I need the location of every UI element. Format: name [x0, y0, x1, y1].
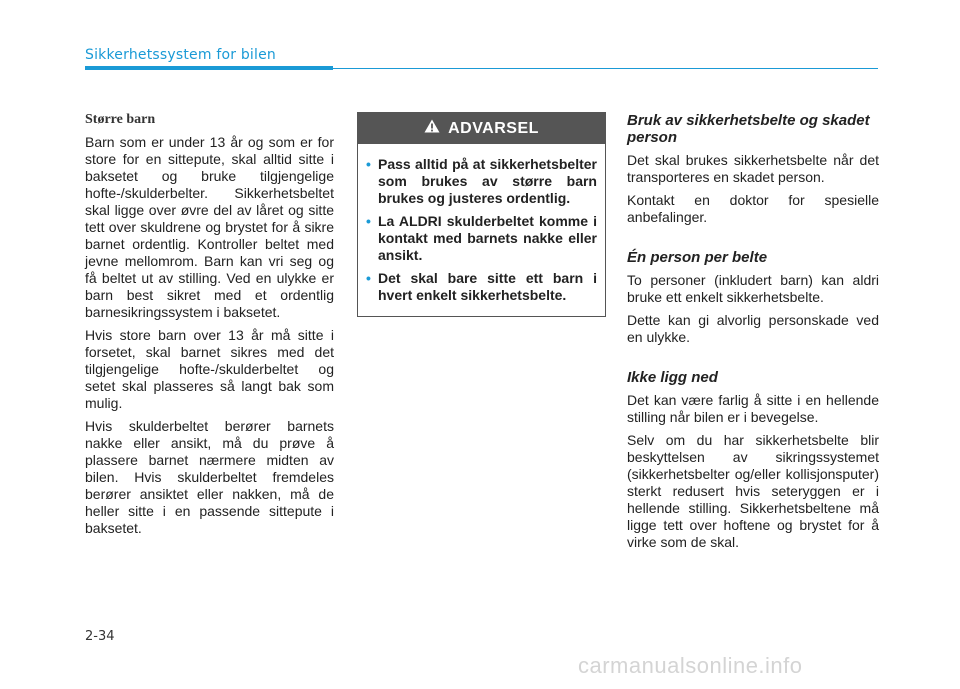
- section-heading-older-children: Større barn: [85, 112, 156, 127]
- warning-triangle-icon: [424, 119, 440, 138]
- bullet-icon: •: [366, 156, 371, 172]
- paragraph: Selv om du har sikkerhetsbelte blir beskyttelsen av sikringssystemet (sikkerhetsbelter og/eller kollisjonsputer) sterkt redusert hvis seteryggen er i hellende stilling. Sikkerhetsbeltene må ligge tett over hoftene og brystet for å virke som de skal.: [627, 432, 879, 550]
- warning-item: [366, 156, 597, 207]
- warning-title: ADVARSEL: [448, 119, 539, 137]
- warning-item: [366, 270, 597, 304]
- bullet-icon: •: [366, 213, 371, 229]
- warning-item: [366, 213, 597, 264]
- paragraph: Barn som er under 13 år og som er for store for en sittepute, skal alltid sitte i baksetet og bruke tilgjengelige hofte-/skulderbelter. Sikkerhetsbeltet skal ligge over øvre del av låret og sitte tett over skuldrene og brystet for å sikre barnet ordentlig. Kontroller beltet med jevne mellomrom. Barn kan vri seg og få beltet ut av stilling. Ved en ulykke er barn best sikret med et ordentlig barnesikringssystem i baksetet.: [85, 134, 334, 320]
- spacer: [627, 352, 879, 369]
- warning-item-text: Det skal bare sitte ett barn i hvert enkelt sikkerhetsbelte.: [378, 270, 597, 303]
- paragraph: Det skal brukes sikkerhetsbelte når det transporteres en skadet person.: [627, 152, 879, 185]
- warning-item-text: Pass alltid på at sikkerhetsbelter som brukes av større barn brukes og justeres ordentlig.: [378, 156, 597, 206]
- middle-column: [357, 112, 606, 317]
- watermark: carmanualsonline.info: [578, 653, 803, 678]
- page-number: 2-34: [85, 629, 115, 644]
- warning-header: [358, 113, 605, 144]
- paragraph: Hvis store barn over 13 år må sitte i forsetet, skal barnet sikres med det tilgjengelige hofte-/skulderbeltet og setet skal plasseres så langt bak som mulig.: [85, 327, 334, 411]
- warning-item-text: La ALDRI skulderbeltet komme i kontakt med barnets nakke eller ansikt.: [378, 213, 597, 263]
- header-rule-thick: [85, 66, 333, 70]
- paragraph: Hvis skulderbeltet berører barnets nakke eller ansikt, må du prøve å plassere barnet nærmere midten av bilen. Hvis skulderbeltet fremdeles berører ansiktet eller nakken, må de heller sitte i en passende sittepute i baksetet.: [85, 418, 334, 536]
- warning-box: [357, 112, 606, 317]
- left-column: [85, 112, 334, 543]
- paragraph: Det kan være farlig å sitte i en hellende stilling når bilen er i bevegelse.: [627, 392, 879, 425]
- section-title: Sikkerhetssystem for bilen: [85, 47, 277, 63]
- warning-list: [358, 144, 605, 316]
- spacer: [627, 232, 879, 249]
- paragraph: Kontakt en doktor for spesielle anbefalinger.: [627, 192, 879, 225]
- section-heading-injured-person: Bruk av sikkerhetsbelte og skadet person: [627, 112, 870, 146]
- header-rule-thin: [333, 68, 878, 69]
- paragraph: To personer (inkludert barn) kan aldri bruke ett enkelt sikkerhetsbelte.: [627, 272, 879, 305]
- section-heading-do-not-recline: Ikke ligg ned: [627, 369, 718, 386]
- bullet-icon: •: [366, 270, 371, 286]
- paragraph: Dette kan gi alvorlig personskade ved en ulykke.: [627, 312, 879, 345]
- right-column: [627, 112, 879, 557]
- section-heading-one-person-per-belt: Én person per belte: [627, 249, 768, 266]
